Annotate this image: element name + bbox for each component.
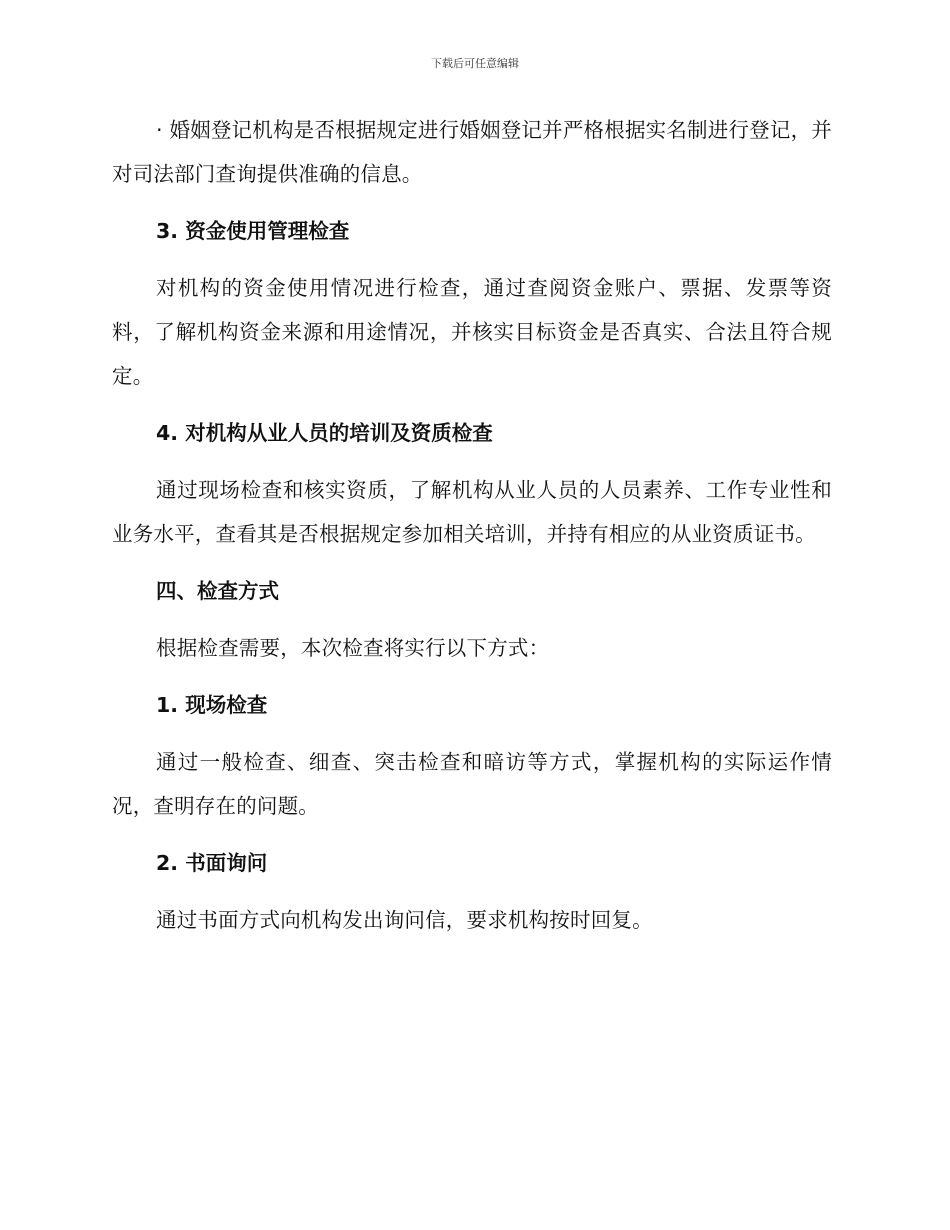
paragraph-staff-training: 通过现场检查和核实资质，了解机构从业人员的人员素养、工作专业性和业务水平，查看其是否根据规定参加相关培训，并持有相应的从业资质证书。 <box>112 478 832 546</box>
section-heading-staff-training: 4. 对机构从业人员的培训及资质检查 <box>156 421 493 445</box>
document-body <box>112 108 832 955</box>
section-heading-onsite-inspection: 1. 现场检查 <box>156 693 268 717</box>
paragraph-marriage-registration: · 婚姻登记机构是否根据规定进行婚姻登记并严格根据实名制进行登记，并对司法部门查询提供准确的信息。 <box>112 118 832 186</box>
section-heading-inspection-methods: 四、检查方式 <box>156 579 279 603</box>
paragraph-onsite-inspection: 通过一般检查、细查、突击检查和暗访等方式，掌握机构的实际运作情况，查明存在的问题。 <box>112 750 832 818</box>
paragraph-inspection-methods-intro: 根据检查需要，本次检查将实行以下方式： <box>156 636 550 660</box>
page-header: 下载后可任意编辑 <box>431 57 519 70</box>
paragraph-written-inquiry: 通过书面方式向机构发出询问信，要求机构按时回复。 <box>156 908 653 932</box>
paragraph-fund-management: 对机构的资金使用情况进行检查，通过查阅资金账户、票据、发票等资料，了解机构资金来源和用途情况，并核实目标资金是否真实、合法且符合规定。 <box>112 276 832 388</box>
section-heading-written-inquiry: 2. 书面询问 <box>156 851 268 875</box>
section-heading-fund-management: 3. 资金使用管理检查 <box>156 219 350 243</box>
